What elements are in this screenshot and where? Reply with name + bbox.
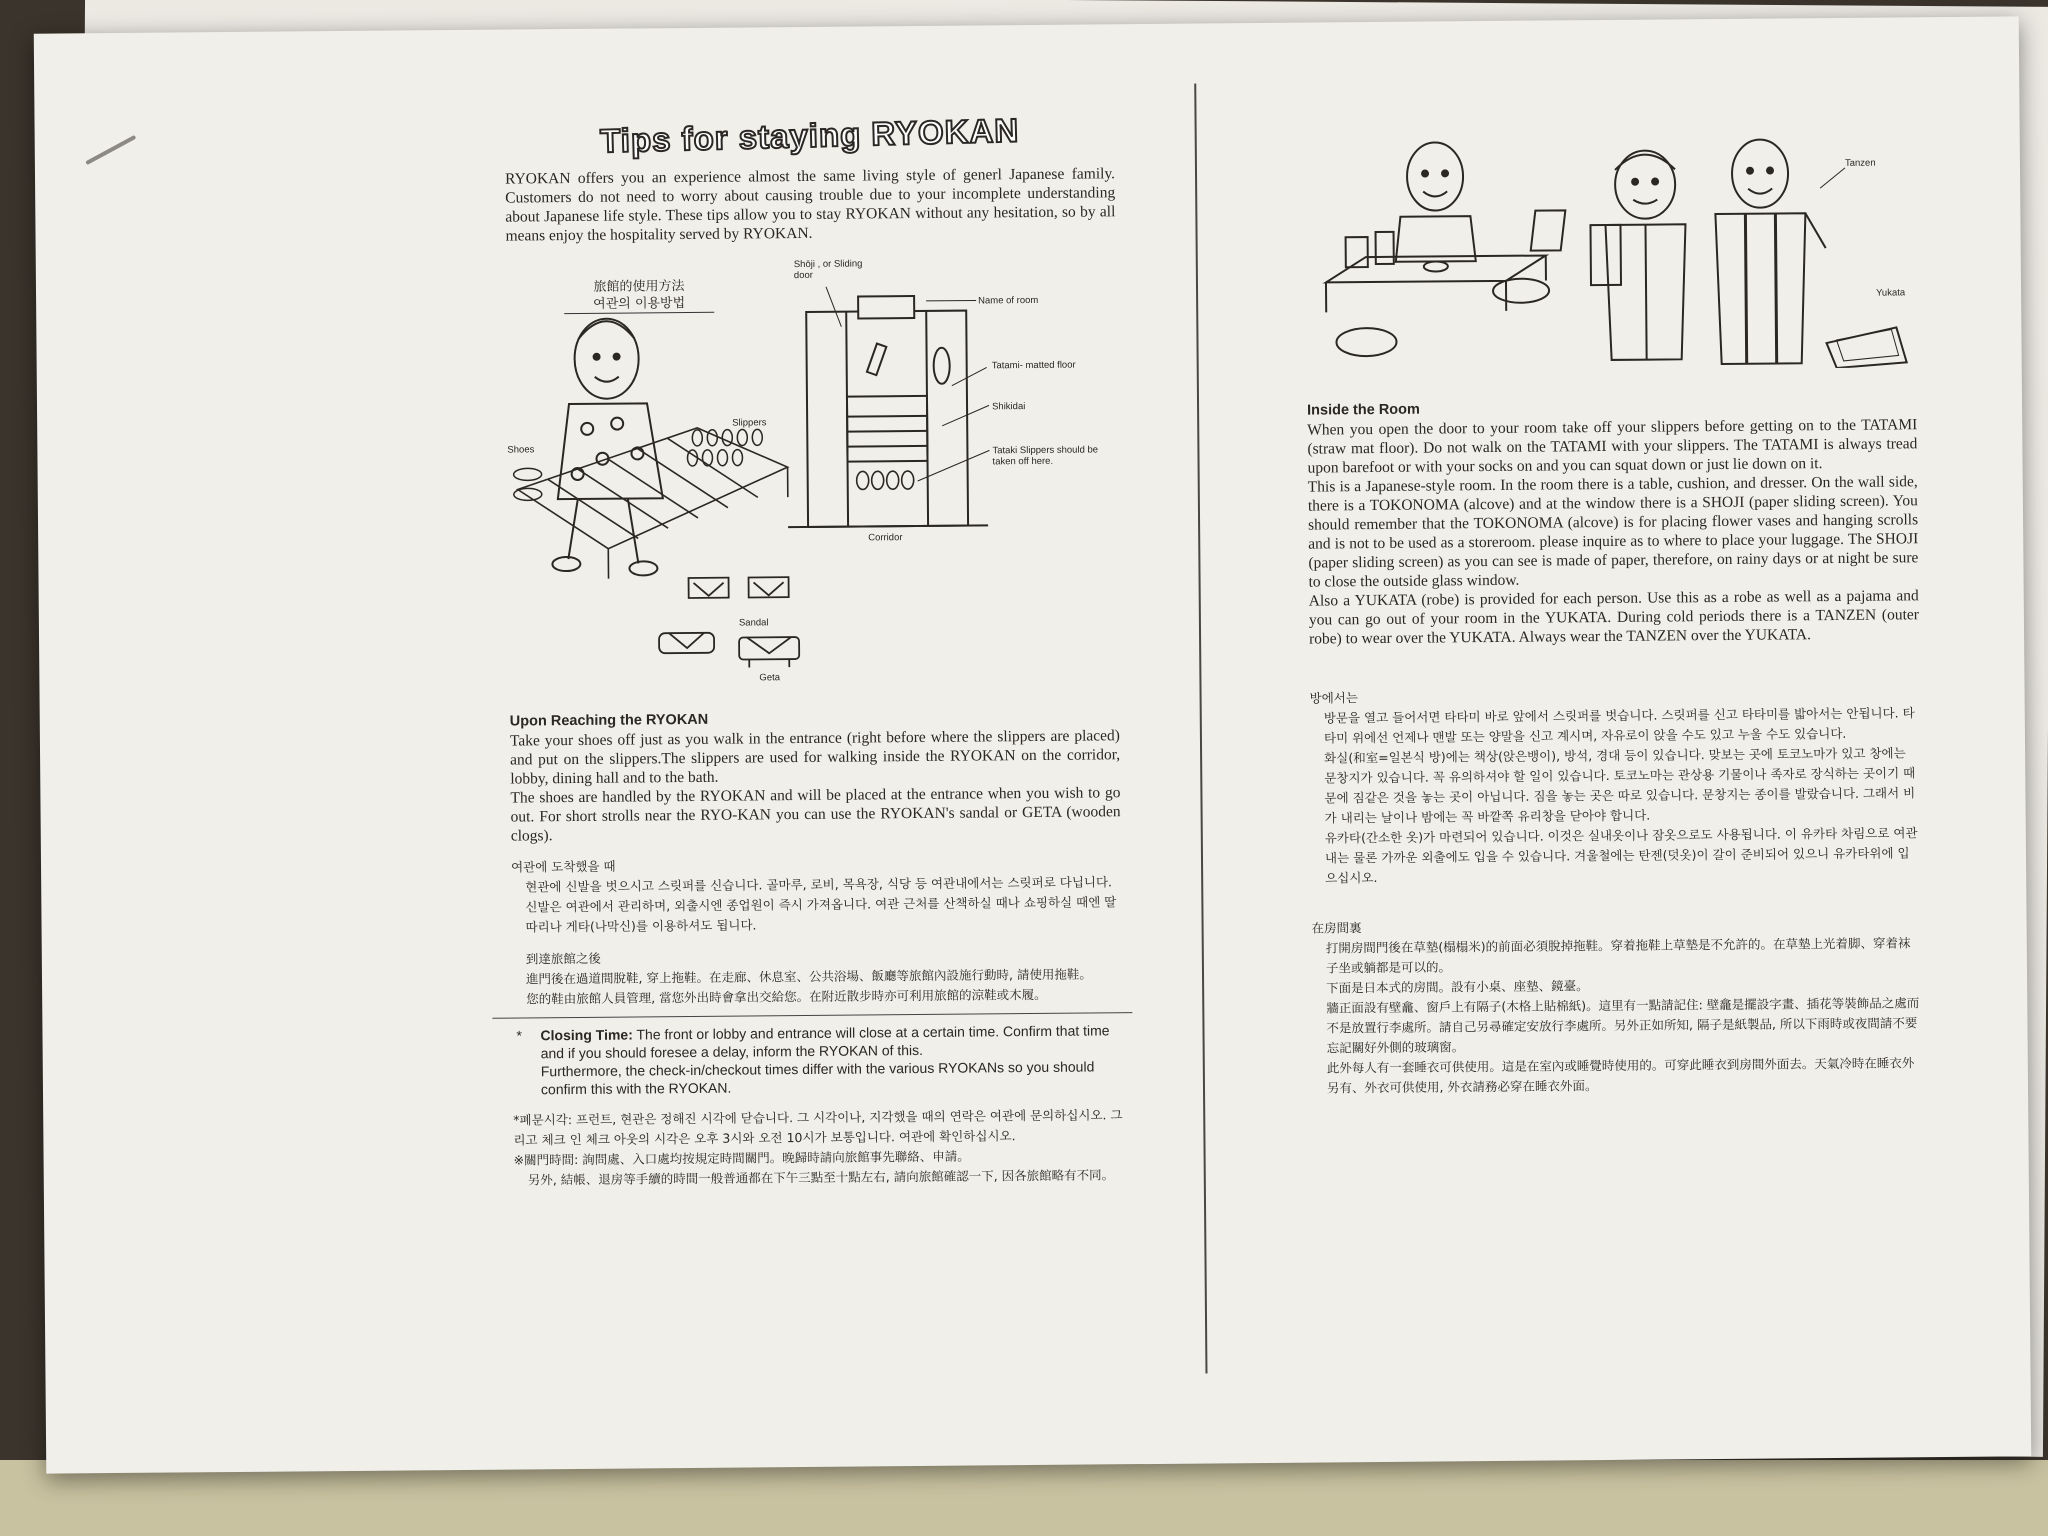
entrance-drawing (506, 254, 1120, 699)
label-shikidai: Shikidai (991, 401, 1026, 413)
illustration-heading-ko: 여관의 이용방법 (593, 296, 686, 312)
room-paragraph-2: This is a Japanese-style room. In the room there is a table, cushion, and dresser. On the wall side, there is a TOKONOMA (alcove) and at the window there is a SHOJI (paper sliding screen). You should remember that the TOKONOMA (alcove) is for placing flower vases and hanging scrolls and is not to be used as a storeroom. please inquire as to where to place your luggage. The SHOJI (paper sliding screen) as you can see is made of paper, therefore, on rainy days or at night be sure to close the outside glass window. (1307, 473, 1919, 591)
reaching-ko-2: 신발은 여관에서 관리하며, 외출시엔 종업원이 즉시 가져옵니다. 여관 근처를 산책하실 때나 쇼핑하실 때엔 딸따리나 게타(나막신)를 이용하셔도 됩니다. (525, 894, 1117, 935)
room-zh-1: 打開房間門後在草墊(榻榻米)的前面必須脫掉拖鞋。穿着拖鞋上草墊是不允許的。在草墊上光着脚、穿着袜子坐或躺都是可以的。 (1325, 935, 1911, 976)
reaching-ko-1: 현관에 신발을 벗으시고 스릿퍼를 신습니다. 골마루, 로비, 목욕장, 식당 등 여관내에서는 스릿퍼로 다닙니다. (525, 874, 1113, 895)
reaching-zh-1: 進門後在過道間脫鞋, 穿上拖鞋。在走廊、休息室、公共浴場、飯廳等旅館內設施行動時, 請使用拖鞋。 (525, 966, 1092, 987)
closing-ko: *폐문시각: 프런트, 현관은 정해진 시각에 닫습니다. 그 시각이나, 지각했을 때의 연락은 여관에 문의하십시오. 그리고 체크 인 체크 아웃의 시각은 오후 3시와 오전 10시가 보통입니다. 여관에 확인하십시오. (513, 1107, 1123, 1148)
room-paragraph-3: Also a YUKATA (robe) is provided for each person. Use this as a robe as well as a pajama and you can go out of your room in the YUKATA. During cold periods there is a TANZEN (outer robe) to wear over the YUKATA. Always wear the TANZEN over the YUKATA. (1308, 587, 1919, 648)
reaching-heading: Upon Reaching the RYOKAN (509, 711, 709, 730)
closing-label: Closing Time: (540, 1026, 633, 1044)
room-chinese (1312, 913, 1924, 1098)
reaching-korean (511, 852, 1122, 937)
room-illustration (1305, 127, 1917, 372)
closing-cjk (513, 1105, 1124, 1190)
tatami-floor (0, 1460, 2048, 1536)
label-shoji: Shōji , or Sliding door (793, 258, 863, 282)
closing-zh-1: ※關門時間: 詢問處、入口處均按規定時間關門。晚歸時請向旅館事先聯絡、申請。 (513, 1148, 970, 1168)
label-geta: Geta (759, 672, 781, 684)
staple (85, 135, 136, 165)
closing-time-note (512, 1021, 1123, 1098)
room-zh-3: 牆正面設有壁龕、窗戶上有隔子(木格上貼棉紙)。這里有一點請記住: 壁龕是擺設字畫、插花等裝飾品之處而不是放置行李處所。請自己另尋確定安放行李處所。另外正如所知, 隔子是紙製品, 所以下雨時或夜間請不要忘記關好外側的玻璃窗。 (1326, 995, 1920, 1056)
room-heading: Inside the Room (1307, 401, 1420, 419)
label-tanzen: Tanzen (1844, 157, 1876, 169)
label-slippers: Slippers (732, 417, 767, 429)
room-ko-1: 방문을 열고 들어서면 타타미 바로 앞에서 스릿퍼를 벗습니다. 스릿퍼를 신고 타타미를 밟아서는 안됩니다. 타타미 위에선 언제나 맨발 또는 양말을 신고 계시며, 자유로이 앉을 수도 있고 누울 수도 있습니다. (1323, 705, 1915, 746)
reaching-paragraph-2: The shoes are handled by the RYOKAN and will be placed at the entrance when you wish to go out. For short strolls near the RYO-KAN you can use the RYOKAN's sandal or GETA (wooden clogs). (510, 784, 1121, 845)
room-ko-2: 화실(和室=일본식 방)에는 책상(앉은뱅이), 방석, 경대 등이 있습니다. 맞보는 곳에 토코노마가 있고 창에는 문창지가 있습니다. 꼭 유의하셔야 할 일이 있습니다. 토코노마는 관상용 기물이나 족자로 장식하는 곳이기 때문에 짐같은 것을 놓는 곳이 아닙니다. 짐을 놓는 곳은 따로 있습니다. 문창지는 종이를 발랐습니다. 그래서 비가 내리는 날이나 밤에는 꼭 바깥쪽 유리창을 닫아야 합니다. (1324, 745, 1916, 826)
reaching-chinese (512, 944, 1123, 1009)
label-name-of-room: Name of room (978, 294, 1039, 307)
closing-star: * (516, 1027, 523, 1044)
right-column (1305, 127, 1923, 1098)
label-corridor: Corridor (868, 532, 903, 544)
closing-paragraph-2: Furthermore, the check-in/checkout times differ with the various RYOKANs so you should confirm this with the RYOKAN. (540, 1058, 1095, 1098)
room-drawing (1305, 127, 1917, 372)
label-tataki: Tataki Slippers should be taken off here. (992, 444, 1099, 468)
label-shoes: Shoes (507, 444, 535, 456)
closing-paragraph-1: The front or lobby and entrance will close at a certain time. Confirm that time and if you should foresee a delay, inform the RYOKAN of this. (540, 1022, 1110, 1062)
section-separator (492, 1012, 1132, 1019)
closing-zh-2: 另外, 結帳、退房等手續的時間一般普通都在下午三點至十點左右, 請向旅館確認一下, 因各旅館略有不同。 (527, 1167, 1115, 1188)
room-paragraph-1: When you open the door to your room take off your slippers before getting on to the TATAMI (straw mat floor). Do not walk on the TATAMI with your slippers. The TATAMI is always tread upon barefoot or with your socks on and you can squat down or just lie down on it. (1307, 416, 1918, 477)
room-ko-3: 유카타(간소한 옷)가 마련되어 있습니다. 이것은 실내옷이나 잠옷으로도 사용됩니다. 이 유카타 차림으로 여관내는 물론 가까운 외출에도 입을 수 있습니다. 겨울철에는 탄젠(덧옷)이 갈이 준비되어 있으니 유카타위에 입으십시오. (1324, 825, 1918, 886)
column-divider (1194, 84, 1207, 1374)
left-column (504, 111, 1124, 1190)
label-sandal: Sandal (738, 617, 769, 629)
reaching-zh-heading: 到達旅館之後 (525, 950, 601, 967)
reaching-zh-2: 您的鞋由旅館人員管理, 當您外出時會拿出交給您。在附近散步時亦可利用旅館的涼鞋或木履。 (526, 986, 1047, 1007)
reaching-paragraph-1: Take your shoes off just as you walk in the entrance (right before where the slippers are placed) and put on the slippers.The slippers are used for walking inside the RYOKAN on the corridor, lobby, dining hall and to the bath. (509, 727, 1121, 788)
label-tatami: Tatami- matted floor (991, 359, 1076, 372)
document-sheet (34, 16, 2031, 1473)
entrance-illustration (506, 254, 1120, 699)
room-korean (1310, 683, 1922, 888)
room-ko-heading: 방에서는 (1309, 690, 1358, 706)
page-title: Tips for staying RYOKAN (599, 111, 1020, 160)
illustration-heading-zh: 旅館的使用方法 (593, 279, 685, 295)
doorway-frame (806, 311, 968, 527)
room-zh-4: 此外每人有一套睡衣可供使用。這是在室內或睡覺時使用的。可穿此睡衣到房間外面去。天氣冷時在睡衣外另有、外衣可供使用, 外衣請務必穿在睡衣外面。 (1326, 1055, 1915, 1096)
reaching-ko-heading: 여관에 도착했을 때 (510, 858, 616, 875)
room-zh-2: 下面是日本式的房間。設有小桌、座墊、鏡臺。 (1326, 978, 1589, 996)
room-zh-heading: 在房間裏 (1311, 920, 1362, 936)
label-yukata: Yukata (1876, 287, 1906, 299)
intro-paragraph: RYOKAN offers you an experience almost the same living style of generl Japanese family. Customers do not need to worry about causing trouble due to your incomplete understanding about Japanese life style. These tips allow you to stay RYOKAN without any hesitation, so by all means enjoy the hospitality served by RYOKAN. (504, 165, 1116, 245)
